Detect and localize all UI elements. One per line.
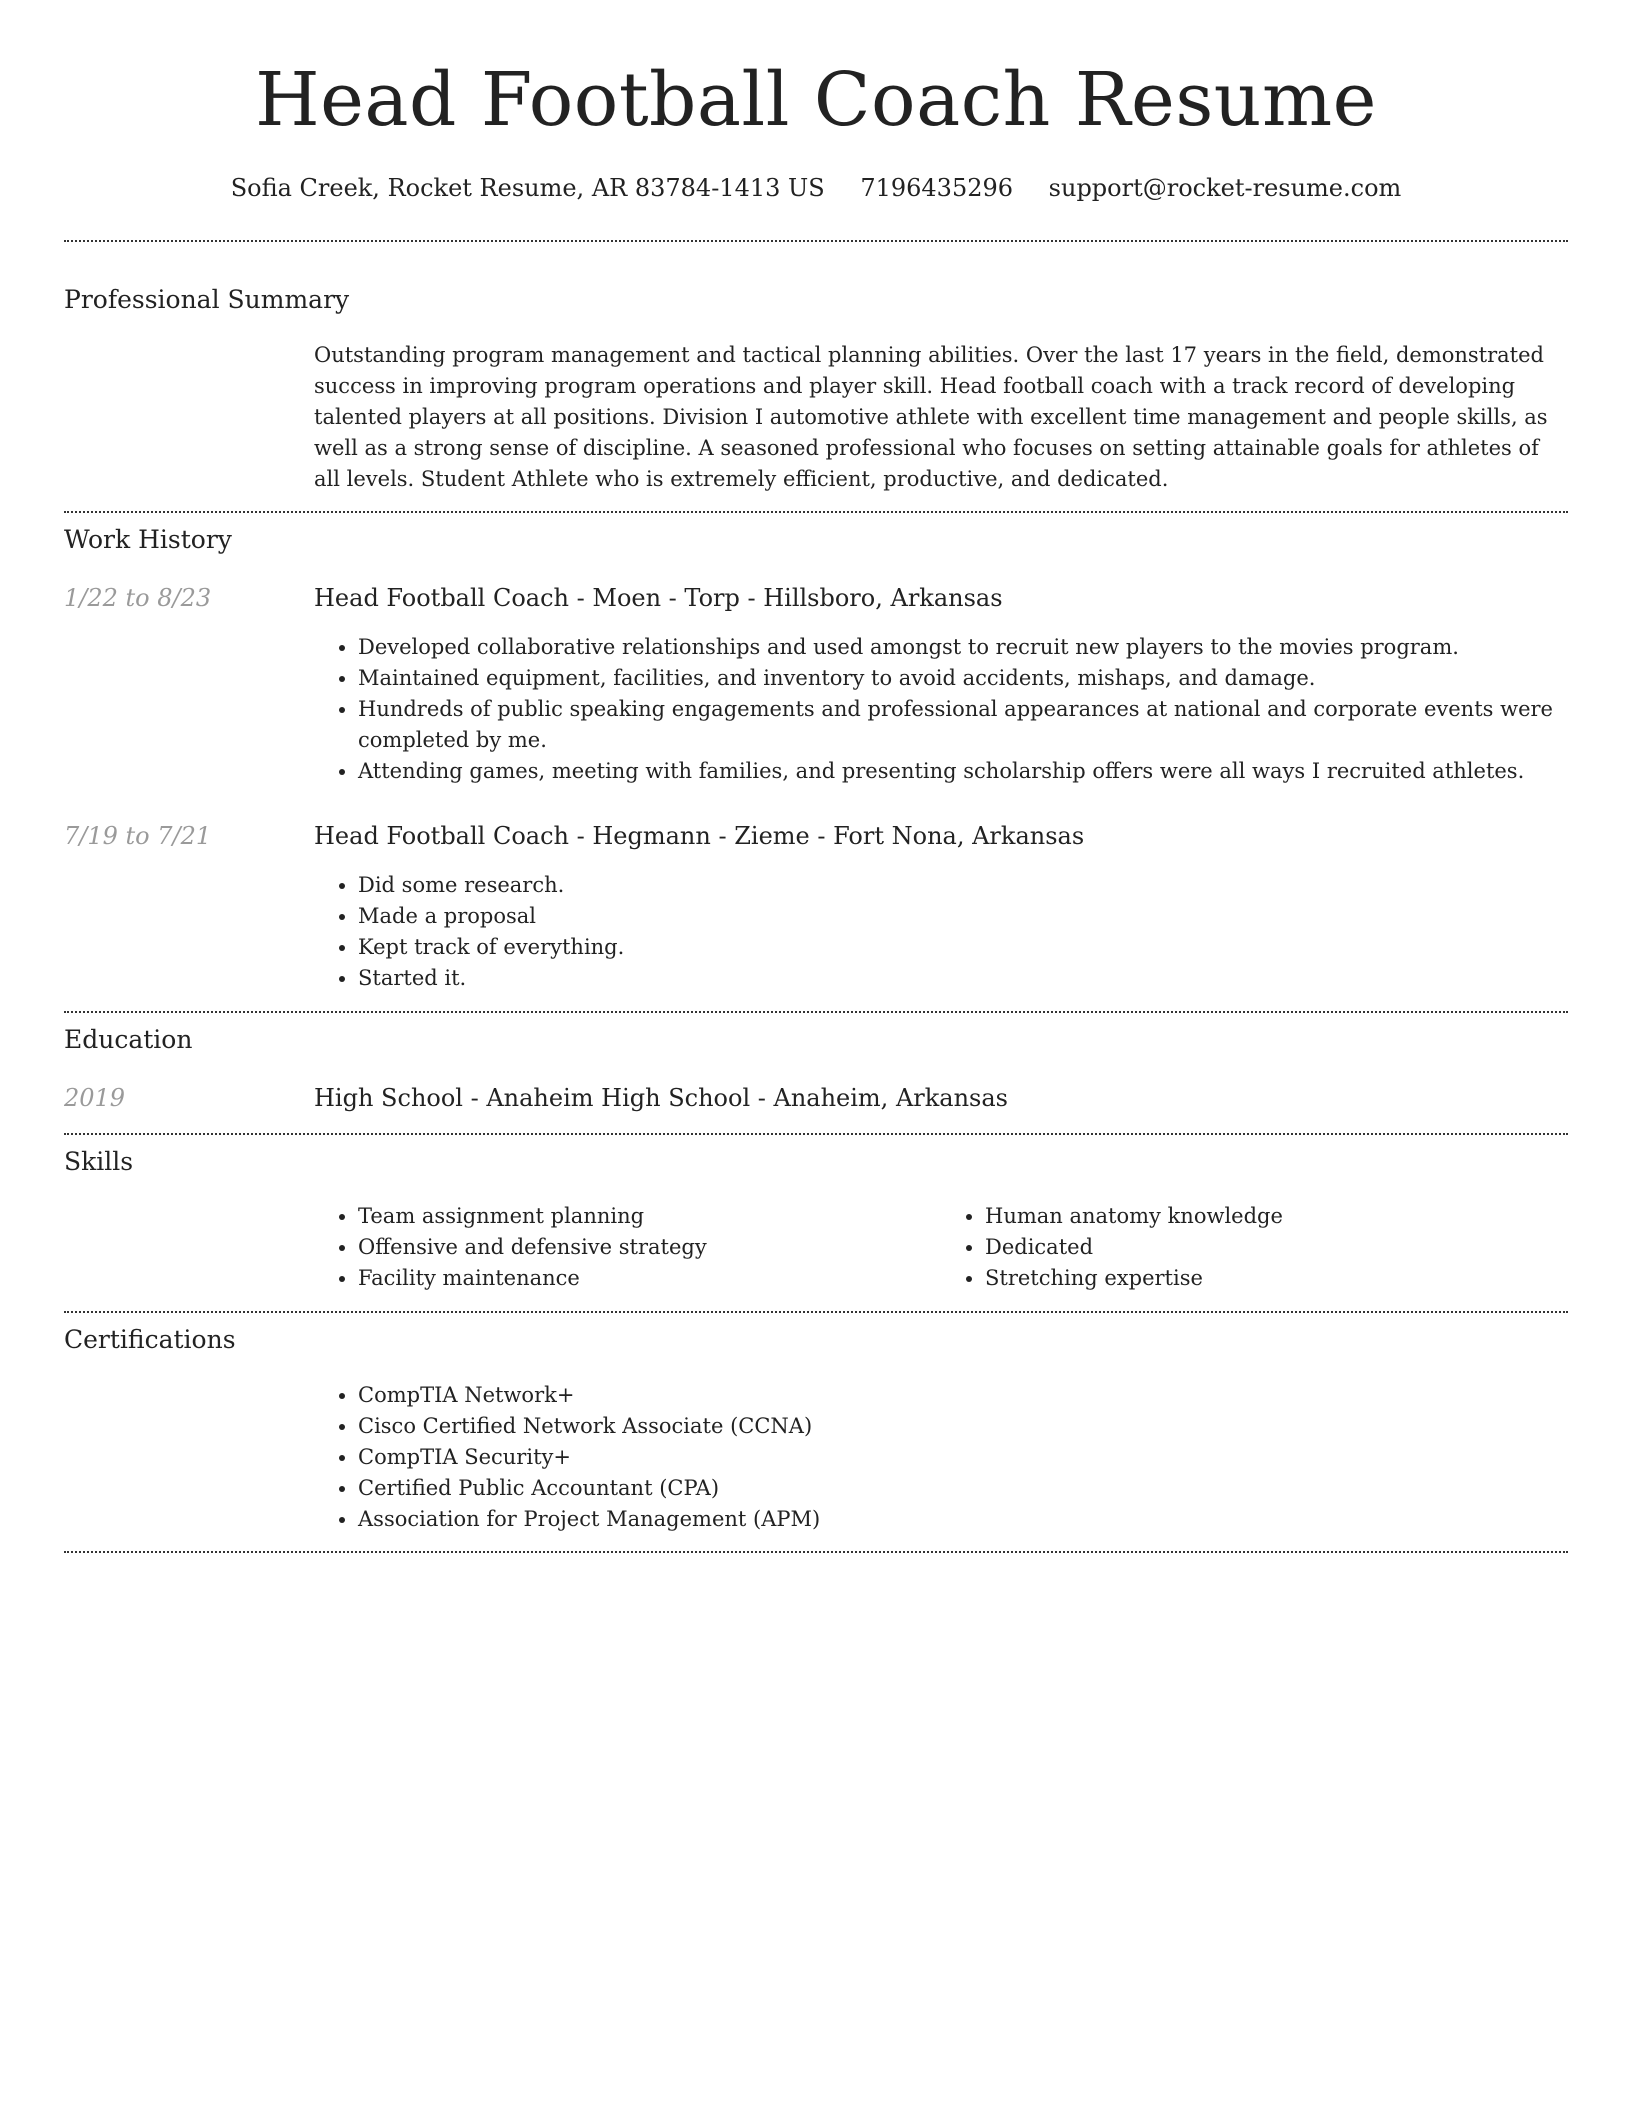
contact-line (64, 172, 1568, 204)
section-title-education: Education (64, 1025, 193, 1054)
summary-block (314, 340, 1568, 495)
list-item: • Made a proposal (358, 901, 1568, 932)
resume-page (64, 0, 1568, 1531)
divider (64, 1133, 1568, 1135)
divider (64, 1011, 1568, 1013)
skills-list-left (314, 1201, 941, 1294)
education-entry (314, 1082, 1008, 1114)
list-item: • Kept track of everything. (358, 932, 1568, 963)
section-title-summary: Professional Summary (64, 285, 350, 314)
list-item: • Offensive and defensive strategy (358, 1232, 941, 1263)
list-item: • Human anatomy knowledge (985, 1201, 1568, 1232)
list-item: • CompTIA Security+ (358, 1442, 1568, 1473)
contact-email: support@rocket-resume.com (1048, 174, 1402, 202)
list-item: • Hundreds of public speaking engagements and professional appearances at national and corporate events were completed by me. (358, 694, 1568, 756)
list-item: • Team assignment planning (358, 1201, 941, 1232)
skills-block (314, 1201, 1568, 1294)
resume-title: Head Football Coach Resume (255, 57, 1377, 143)
section-title-skills: Skills (64, 1147, 134, 1176)
list-item: • Association for Project Management (APM) (358, 1504, 1568, 1535)
education-details: - Anaheim High School - Anaheim, Arkansas (462, 1084, 1008, 1112)
job-details: - Hegmann - Zieme - Fort Nona, Arkansas (569, 822, 1085, 850)
list-item: • Maintained equipment, facilities, and inventory to avoid accidents, mishaps, and damage. (358, 663, 1568, 694)
section-title-certifications: Certifications (64, 1325, 236, 1354)
list-item: • Cisco Certified Network Associate (CCNA) (358, 1411, 1568, 1442)
job-dates: 1/22 to 8/23 (64, 584, 212, 612)
contact-address: Sofia Creek, Rocket Resume, AR 83784-1413 US (230, 174, 825, 202)
list-item: • Developed collaborative relationships and used amongst to recruit new players to the movies program. (358, 632, 1568, 663)
job-title: Head Football Coach (314, 584, 569, 612)
job-bullets-block (314, 632, 1568, 787)
list-item: • Certified Public Accountant (CPA) (358, 1473, 1568, 1504)
list-item: • Did some research. (358, 870, 1568, 901)
education-degree: High School (314, 1084, 463, 1112)
list-item: • Facility maintenance (358, 1263, 941, 1294)
job-bullet-list (314, 632, 1568, 787)
job-details: - Moen - Torp - Hillsboro, Arkansas (569, 584, 1003, 612)
list-item: • CompTIA Network+ (358, 1380, 1568, 1411)
education-year: 2019 (64, 1084, 126, 1112)
list-item: • Attending games, meeting with families, and presenting scholarship offers were all ways I recruited athletes. (358, 756, 1568, 787)
list-item: • Stretching expertise (985, 1263, 1568, 1294)
section-title-work: Work History (64, 525, 232, 554)
list-item: • Dedicated (985, 1232, 1568, 1263)
job-dates: 7/19 to 7/21 (64, 822, 212, 850)
certifications-list (314, 1380, 1568, 1535)
summary-text: Outstanding program management and tactical planning abilities. Over the last 17 years in the field, demonstrated success in improving program operations and player skill. Head football coach with a track record of developing talented players at all positions. Division I automotive athlete with excellent time management and people skills, as well as a strong sense of discipline. A seasoned professional who focuses on setting attainable goals for athletes of all levels. Student Athlete who is extremely efficient, productive, and dedicated. (314, 343, 1548, 491)
job-header (314, 820, 1084, 852)
job-bullets-block (314, 870, 1568, 994)
job-bullet-list (314, 870, 1568, 994)
skills-list-right (941, 1201, 1568, 1294)
divider (64, 240, 1568, 242)
divider (64, 1311, 1568, 1313)
divider (64, 1551, 1568, 1553)
certifications-block (314, 1380, 1568, 1535)
job-title: Head Football Coach (314, 822, 569, 850)
list-item: • Started it. (358, 963, 1568, 994)
contact-phone: 7196435296 (860, 174, 1014, 202)
divider (64, 511, 1568, 513)
job-header (314, 582, 1003, 614)
